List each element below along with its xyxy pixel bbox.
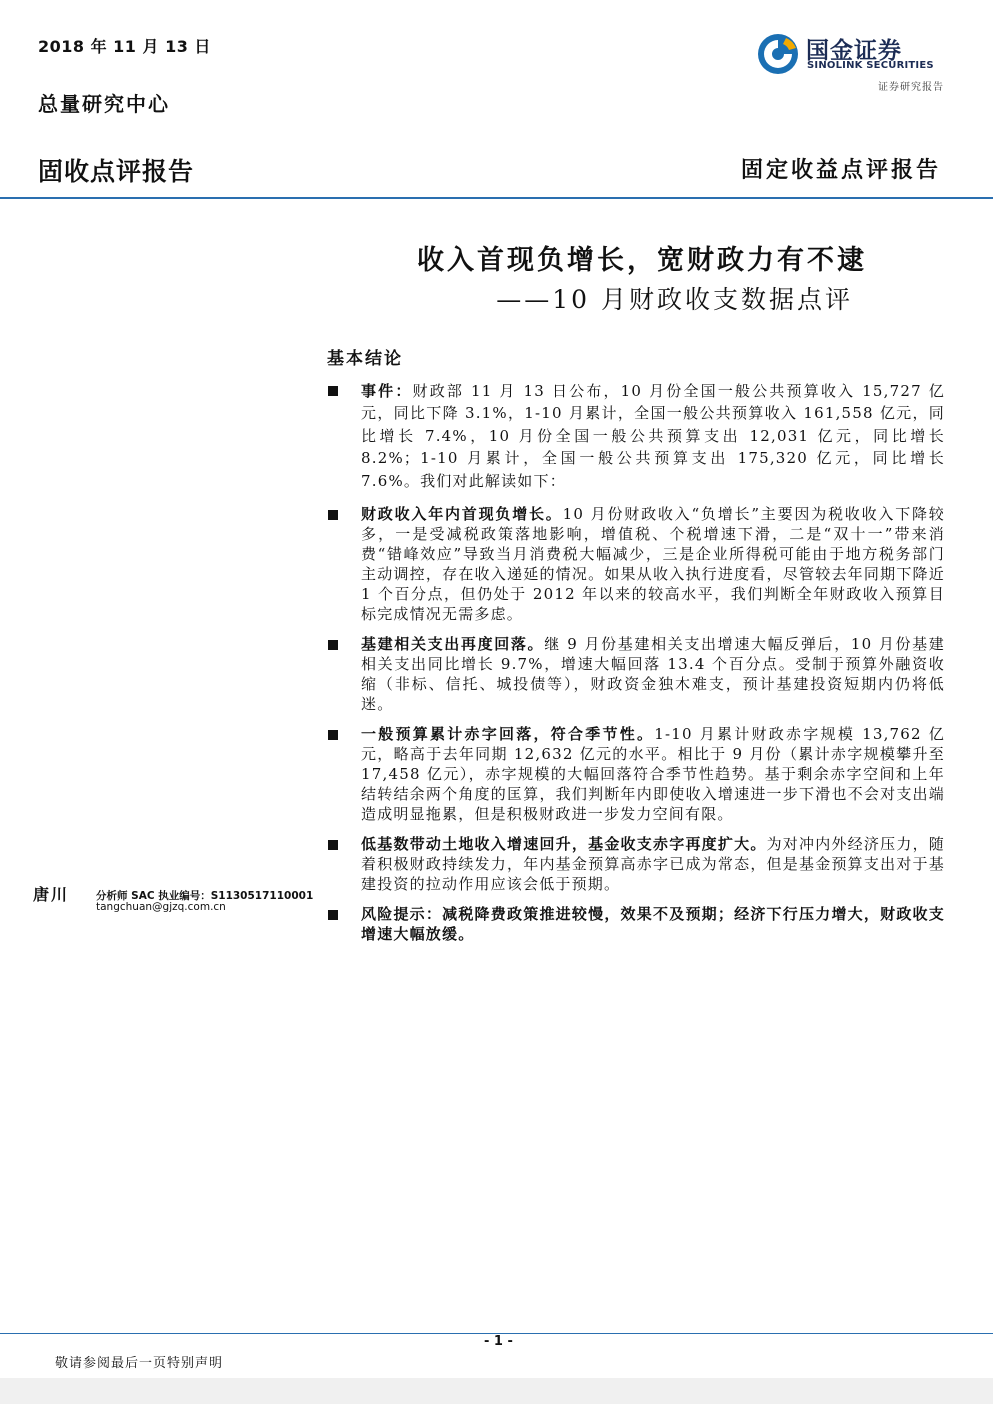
report-subtitle: ——10 月财政收支数据点评 bbox=[496, 285, 853, 314]
bullet-square-icon bbox=[328, 510, 338, 520]
list-item bbox=[327, 724, 945, 824]
bullet-text: 继 9 月份基建相关支出增速大幅反弹后，10 月份基建相关支出同比增长 9.7%，增速大幅回落 13.4 个百分点。受制于预算外融资收缩（非标、信托、城投债等），财政资金独木难支，预计基建投资短期内仍将低迷。 bbox=[361, 635, 945, 714]
report-type-left: 固收点评报告 bbox=[38, 157, 195, 186]
sinolink-logo-icon bbox=[756, 32, 800, 76]
bullet-square-icon bbox=[328, 386, 338, 396]
bullet-square-icon bbox=[328, 910, 338, 920]
analyst-certification: 分析师 SAC 执业编号：S1130517110001 bbox=[96, 890, 314, 902]
conclusion-list bbox=[327, 380, 945, 954]
report-type-right: 固定收益点评报告 bbox=[740, 157, 941, 183]
disclaimer-note: 敬请参阅最后一页特别声明 bbox=[55, 1356, 224, 1371]
bullet-text: 为对冲内外经济压力，随着积极财政持续发力，年内基金预算高赤字已成为常态，但是基金预算支出对于基建投资的拉动作用应该会低于预期。 bbox=[361, 835, 945, 894]
company-logo bbox=[756, 30, 946, 92]
report-title: 收入首现负增长，宽财政力有不逮 bbox=[417, 245, 867, 276]
bullet-text: 10 月份财政收入“负增长”主要因为税收收入下降较多，一是受减税政策落地影响，增值税、个税增速下滑，二是“双十一”带来消费“错峰效应”导致当月消费税大幅减少，三是企业所得税可能由于地方税务部门主动调控，存在收入递延的情况。如果从收入执行进度看，尽管较去年同期下降近 1 个百分点，但仍处于 2012 年以来的较高水平，我们判断全年财政收入预算目标完成情况无需多虑。 bbox=[361, 505, 945, 624]
bullet-text: 1-10 月累计财政赤字规模 13,762 亿元，略高于去年同期 12,632 亿元的水平。相比于 9 月份（累计赤字规模攀升至 17,458 亿元），赤字规模的大幅回落符合季节性趋势。基于剩余赤字空间和上年结转结余两个角度的匡算，我们判断年内即使收入增速进一步下滑也不会对支出端造成明显拖累，但是积极财政进一步发力空间有限。 bbox=[361, 725, 945, 824]
bullet-lead: 财政收入年内首现负增长。 bbox=[361, 505, 563, 524]
analyst-name: 唐川 bbox=[33, 885, 70, 904]
analyst-email: tangchuan@gjzq.com.cn bbox=[96, 901, 226, 913]
logo-chinese-name: 国金证券 bbox=[806, 38, 902, 64]
department-name: 总量研究中心 bbox=[38, 92, 170, 116]
bullet-square-icon bbox=[328, 640, 338, 650]
page-number: - 1 - bbox=[484, 1334, 513, 1349]
list-item bbox=[327, 634, 945, 714]
bullet-text: 财政部 11 月 13 日公布，10 月份全国一般公共预算收入 15,727 亿元，同比下降 3.1%，1-10 月累计，全国一般公共预算收入 161,558 亿元，同比增长 7.4%，10 月份全国一般公共预算支出 12,031 亿元，同比增长 8.2%；1-10 月累计，全国一般公共预算支出 175,320 亿元，同比增长 7.6%。我们对此解读如下： bbox=[361, 382, 945, 490]
bottom-band bbox=[0, 1378, 993, 1404]
bullet-lead: 风险提示：减税降费政策推进较慢，效果不及预期；经济下行压力增大，财政收支增速大幅放缓。 bbox=[361, 905, 945, 944]
bullet-lead: 事件： bbox=[361, 382, 413, 400]
bullet-square-icon bbox=[328, 730, 338, 740]
bullet-lead: 一般预算累计赤字回落，符合季节性。 bbox=[361, 725, 655, 744]
list-item bbox=[327, 834, 945, 894]
bullet-lead: 低基数带动土地收入增速回升，基金收支赤字再度扩大。 bbox=[361, 835, 767, 854]
list-item bbox=[327, 904, 945, 944]
report-date: 2018 年 11 月 13 日 bbox=[38, 37, 211, 56]
bullet-square-icon bbox=[328, 840, 338, 850]
logo-english-name: SINOLINK SECURITIES bbox=[807, 60, 934, 71]
logo-subtitle: 证券研究报告 bbox=[878, 82, 944, 93]
list-item bbox=[327, 504, 945, 624]
header-divider bbox=[0, 197, 993, 199]
bullet-lead: 基建相关支出再度回落。 bbox=[361, 635, 545, 654]
section-heading: 基本结论 bbox=[327, 349, 403, 369]
list-item bbox=[327, 380, 945, 492]
